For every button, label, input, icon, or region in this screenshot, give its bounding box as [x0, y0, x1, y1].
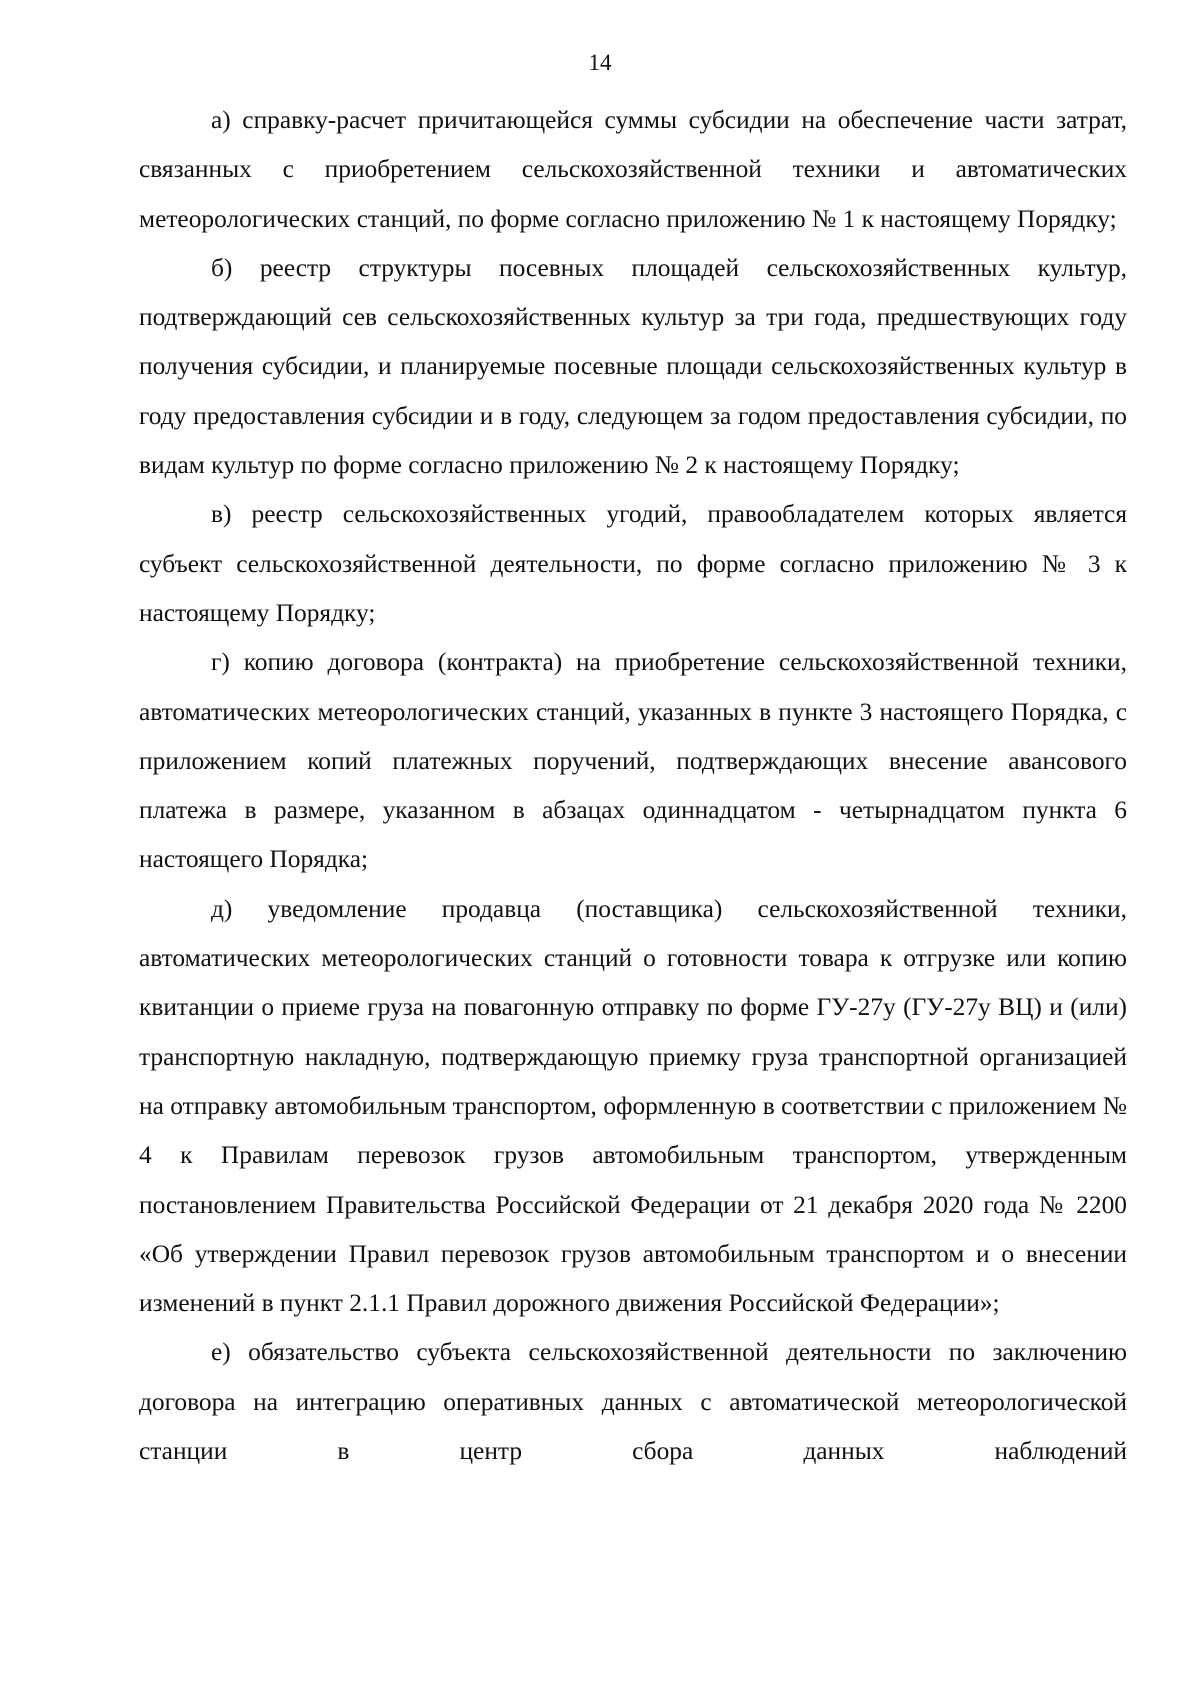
paragraph-a: а) справку-расчет причитающейся суммы субсидии на обеспечение части затрат, связанных с приобретением сельскохозяйственной техники и автоматических метеорологических станций, по форме согласно приложению № 1 к настоящему Порядку; — [139, 106, 1127, 233]
paragraph-g: г) копию договора (контракта) на приобретение сельскохозяйственной техники, автоматических метеорологических станций, указанных в пункте 3 настоящего Порядка, с приложением копий платежных поручений, подтверждающих внесение авансового платежа в размере, указанном в абзацах одиннадцатом - четырнадцатом пункта 6 настоящего Порядка; — [139, 648, 1127, 874]
page-number: 14 — [588, 50, 612, 75]
paragraph-d: д) уведомление продавца (поставщика) сельскохозяйственной техники, автоматических метеорологических станций о готовности товара к отгрузке или копию квитанции о приеме груза на повагонную отправку по форме ГУ-27у (ГУ-27у ВЦ) и (или) транспортную накладную, подтверждающую приемку груза транспортной организацией на отправку автомобильным транспортом, оформленную в соответствии с приложением № 4 к Правилам перевозок грузов автомобильным транспортом, утвержденным постановлением Правительства Российской Федерации от 21 декабря 2020 года № 2200 «Об утверждении Правил перевозок грузов автомобильным транспортом и о внесении изменений в пункт 2.1.1 Правил дорожного движения Российской Федерации»; — [139, 894, 1127, 1318]
paragraph-b: б) реестр структуры посевных площадей сельскохозяйственных культур, подтверждающий сев сельскохозяйственных культур за три года, предшествующих году получения субсидии, и планируемые посевные площади сельскохозяйственных культур в году предоставления субсидии и в году, следующем за годом предоставления субсидии, по видам культур по форме согласно приложению № 2 к настоящему Порядку; — [139, 253, 1127, 480]
paragraph-e: е) обязательство субъекта сельскохозяйственной деятельности по заключению договора на интеграцию оперативных данных с автоматической метеорологической станции в центр сбора данных наблюдений — [139, 1338, 1127, 1466]
paragraph-v: в) реестр сельскохозяйственных угодий, правообладателем которых является субъект сельскохозяйственной деятельности, по форме согласно приложению № 3 к настоящему Порядку; — [139, 500, 1127, 627]
document-body — [139, 96, 1127, 1476]
